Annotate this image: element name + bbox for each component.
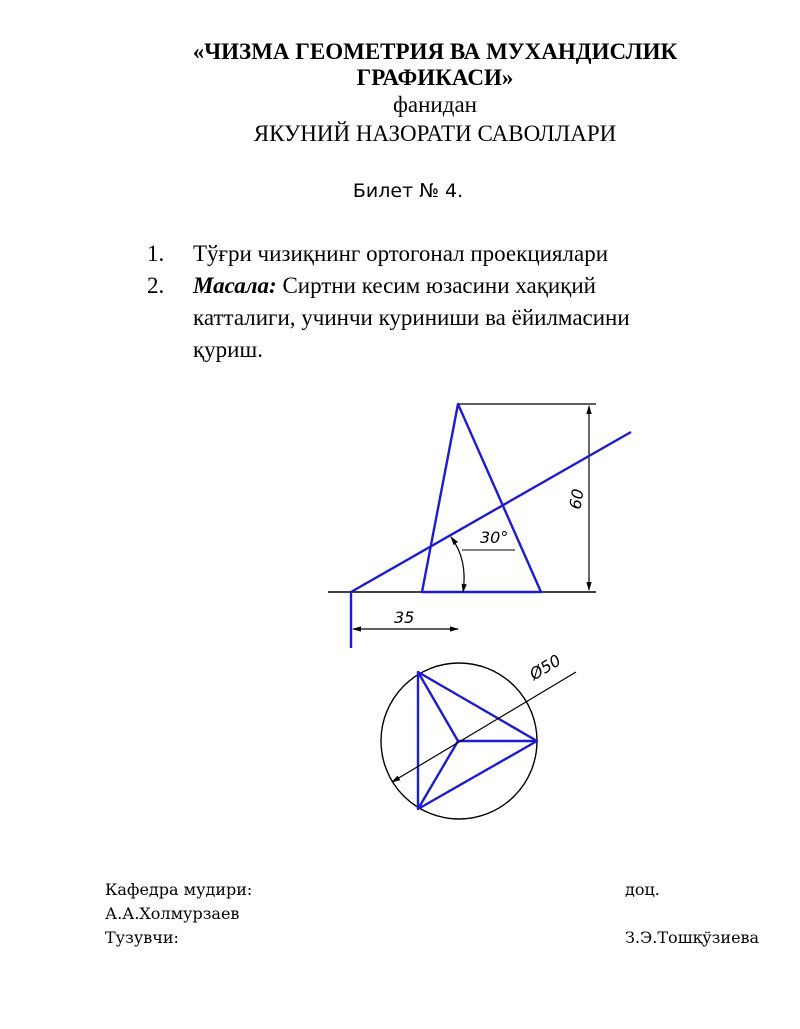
exam-title: ЯКУНИЙ НАЗОРАТИ САВОЛЛАРИ	[253, 121, 617, 146]
author-name: З.Э.Тошқўзиева	[625, 928, 760, 947]
angle-arc	[451, 537, 464, 592]
ticket-number: Билет № 4.	[352, 180, 464, 202]
task-label: Масала:	[193, 273, 277, 298]
question-2-line-2: катталиги, учинчи куриниши ва ёйилмасини	[193, 305, 630, 330]
diameter-label: Ø50	[526, 650, 565, 684]
title-line-2: ГРАФИКАСИ»	[356, 65, 514, 90]
question-number: 1.	[147, 241, 165, 266]
offset-label: 35	[394, 608, 415, 627]
diameter-dimension-line	[392, 672, 576, 782]
head-name: А.А.Холмурзаев	[105, 904, 240, 923]
top-view	[381, 651, 576, 819]
pyramid-front-outline	[422, 404, 541, 592]
question-text: Сиртни кесим юзасини хақиқий	[276, 273, 596, 298]
author-label: Тузувчи:	[105, 928, 179, 947]
question-number: 2.	[147, 273, 165, 298]
title-line-1: «ЧИЗМА ГЕОМЕТРИЯ ВА МУХАНДИСЛИК	[192, 39, 678, 64]
subject-suffix: фанидан	[393, 92, 477, 117]
angle-label: 30°	[480, 528, 509, 547]
front-view	[328, 404, 631, 648]
head-label: Кафедра мудири:	[105, 880, 253, 899]
question-text: Тўғри чизиқнинг ортогонал проекциялари	[193, 241, 609, 266]
head-title: доц.	[625, 880, 660, 899]
height-label: 60	[565, 487, 588, 511]
question-2-line-3: қуриш.	[193, 337, 263, 362]
